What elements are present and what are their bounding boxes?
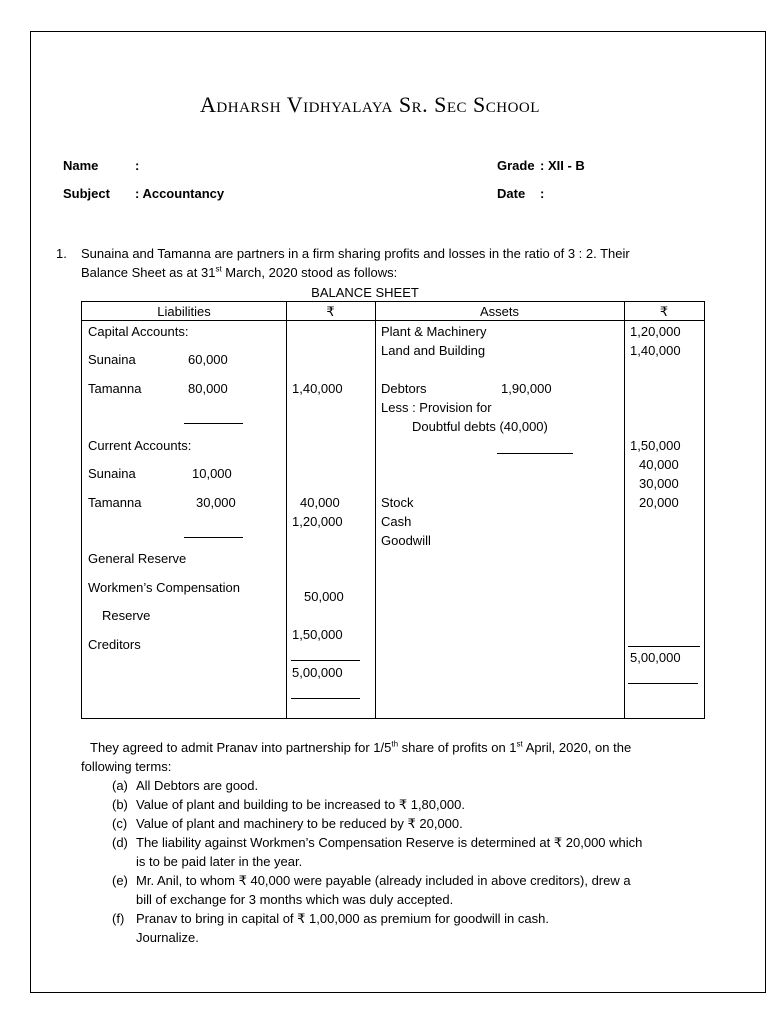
term-text-continued: bill of exchange for 3 months which was duly accepted. xyxy=(136,892,454,907)
tamanna-current-label: Tamanna xyxy=(88,495,142,510)
workmen-comp-label-2: Reserve xyxy=(102,608,151,623)
term-text: Mr. Anil, to whom ₹ 40,000 were payable (already included in above creditors), drew a xyxy=(136,873,631,888)
current-total-amount: 40,000 xyxy=(300,495,340,510)
capital-subtotal-rule xyxy=(184,423,243,424)
cash-label: Cash xyxy=(381,514,412,529)
header-assets: Assets xyxy=(479,304,519,319)
header-rupee-assets: ₹ xyxy=(659,304,669,319)
current-accounts-label: Current Accounts: xyxy=(88,438,192,453)
term-label: (a) xyxy=(112,778,128,793)
tamanna-capital-amount: 80,000 xyxy=(188,381,228,396)
stock-amount: 40,000 xyxy=(639,457,679,472)
sunaina-current-label: Sunaina xyxy=(88,466,136,481)
date-value: : xyxy=(540,186,545,201)
capital-accounts-label: Capital Accounts: xyxy=(88,324,189,339)
term-text: Value of plant and machinery to be reduced by ₹ 20,000. xyxy=(136,816,463,831)
balance-sheet-table xyxy=(81,301,705,719)
terms-intro-line-2: following terms: xyxy=(81,759,172,774)
land-building-label: Land and Building xyxy=(381,343,486,358)
name-label: Name xyxy=(63,158,99,173)
term-text: All Debtors are good. xyxy=(136,778,259,793)
creditors-label: Creditors xyxy=(88,637,141,652)
provision-label-1: Less : Provision for xyxy=(381,400,492,415)
workmen-comp-amount: 50,000 xyxy=(304,589,344,604)
liabilities-total-rule-top xyxy=(291,660,360,661)
workmen-comp-label-1: Workmen’s Compensation xyxy=(88,580,240,595)
question-number: 1. xyxy=(56,246,67,261)
term-text: Pranav to bring in capital of ₹ 1,00,000 as premium for goodwill in cash. xyxy=(136,911,549,926)
term-text: Value of plant and building to be increased to ₹ 1,80,000. xyxy=(136,797,465,812)
date-label: Date xyxy=(497,186,526,201)
term-label: (c) xyxy=(112,816,128,831)
capital-total-amount: 1,40,000 xyxy=(292,381,343,396)
tamanna-capital-label: Tamanna xyxy=(88,381,142,396)
liabilities-total-rule-bottom xyxy=(291,698,360,699)
term-label: (e) xyxy=(112,873,128,888)
stock-label: Stock xyxy=(381,495,414,510)
general-reserve-label: General Reserve xyxy=(88,551,187,566)
term-text-continued: is to be paid later in the year. xyxy=(136,854,303,869)
question-line-1: Sunaina and Tamanna are partners in a firm sharing profits and losses in the ratio of 3 : 2. Their xyxy=(81,246,630,261)
term-label: (d) xyxy=(112,835,128,850)
term-text-continued: Journalize. xyxy=(136,930,199,945)
current-subtotal-rule xyxy=(184,537,243,538)
land-building-amount: 1,40,000 xyxy=(630,343,681,358)
sunaina-capital-amount: 60,000 xyxy=(188,352,228,367)
header-rupee-liabilities: ₹ xyxy=(326,304,335,319)
subject-value: : Accountancy xyxy=(135,186,225,201)
question-line-2: Balance Sheet as at 31st March, 2020 stood as follows: xyxy=(81,264,398,280)
debtors-label: Debtors xyxy=(381,381,427,396)
name-value: : xyxy=(135,158,140,173)
debtors-net-rule xyxy=(497,453,573,454)
assets-total-rule-bottom xyxy=(628,683,698,684)
term-label: (b) xyxy=(112,797,128,812)
sunaina-current-amount: 10,000 xyxy=(192,466,232,481)
debtors-amount: 1,90,000 xyxy=(501,381,552,396)
grade-value: : XII - B xyxy=(540,158,585,173)
term-text: The liability against Workmen’s Compensation Reserve is determined at ₹ 20,000 which xyxy=(136,835,643,850)
creditors-amount: 1,50,000 xyxy=(292,627,343,642)
school-title: Adharsh Vidhyalaya Sr. Sec School xyxy=(200,92,540,117)
header-liabilities: Liabilities xyxy=(157,304,211,319)
liabilities-total-amount: 5,00,000 xyxy=(292,665,343,680)
assets-total-rule-top xyxy=(628,646,700,647)
tamanna-current-amount: 30,000 xyxy=(196,495,236,510)
net-debtors-amount: 1,50,000 xyxy=(630,438,681,453)
balance-sheet-title: BALANCE SHEET xyxy=(311,285,419,300)
goodwill-label: Goodwill xyxy=(381,533,431,548)
grade-label: Grade xyxy=(497,158,535,173)
plant-machinery-amount: 1,20,000 xyxy=(630,324,681,339)
subject-label: Subject xyxy=(63,186,110,201)
goodwill-amount: 20,000 xyxy=(639,495,679,510)
provision-label-2: Doubtful debts (40,000) xyxy=(412,419,548,434)
assets-total-amount: 5,00,000 xyxy=(630,650,681,665)
plant-machinery-label: Plant & Machinery xyxy=(381,324,487,339)
general-reserve-amount: 1,20,000 xyxy=(292,514,343,529)
cash-amount: 30,000 xyxy=(639,476,679,491)
sunaina-capital-label: Sunaina xyxy=(88,352,136,367)
terms-intro-line-1: They agreed to admit Pranav into partnership for 1/5th share of profits on 1st April, 2020, on the xyxy=(90,739,632,755)
term-label: (f) xyxy=(112,911,125,926)
